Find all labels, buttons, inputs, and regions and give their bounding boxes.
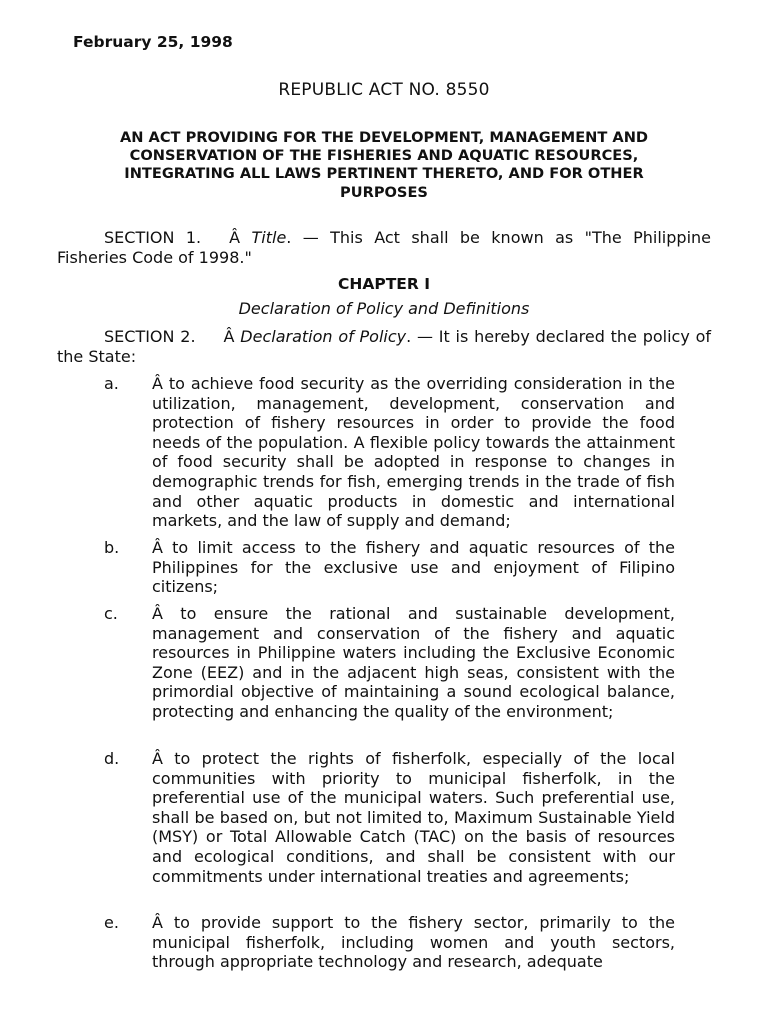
- list-item-text: Â to achieve food security as the overriding consideration in the utilization, management, development, conservation and protection of fishery resources in order to provide the food needs of the population. A flexible policy towards the attainment of food security shall be adopted in response to changes in demographic trends for fish, emerging trends in the trade of fish and other aquatic products in domestic and international markets, and the law of supply and demand;: [152, 374, 675, 531]
- list-item: [104, 913, 675, 972]
- chapter-heading: CHAPTER I: [338, 275, 430, 293]
- list-item: [104, 538, 675, 597]
- list-item-text: Â to protect the rights of fisherfolk, especially of the local communities with priority to municipal fisherfolk, in the preferential use of the municipal waters. Such preferential use, shall be based on, but not limited to, Maximum Sustainable Yield (MSY) or Total Allowable Catch (TAC) on the basis of resources and ecological conditions, and shall be consistent with our commitments under international treaties and agreements;: [152, 749, 675, 886]
- section-1-label: SECTION 1.: [104, 228, 202, 247]
- list-item-letter: c.: [104, 604, 118, 623]
- list-item-text: Â to limit access to the fishery and aquatic resources of the Philippines for the exclusive use and enjoyment of Filipino citizens;: [152, 538, 675, 597]
- section-1-marker: Â: [229, 228, 241, 247]
- section-2: [57, 327, 711, 366]
- section-1-text: . — This Act shall be known as "The Philippine Fisheries Code of 1998.": [57, 228, 711, 267]
- act-title: AN ACT PROVIDING FOR THE DEVELOPMENT, MANAGEMENT AND CONSERVATION OF THE FISHERIES AND AQUATIC RESOURCES, INTEGRATING ALL LAWS PERTINENT THERETO, AND FOR OTHER PURPOSES: [119, 129, 649, 201]
- list-item: [104, 749, 675, 886]
- list-item-text: Â to provide support to the fishery sector, primarily to the municipal fisherfolk, including women and youth sectors, through appropriate technology and research, adequate: [152, 913, 675, 972]
- act-number: REPUBLIC ACT NO. 8550: [278, 80, 490, 100]
- section-2-label: SECTION 2.: [104, 327, 196, 346]
- section-2-heading: Declaration of Policy: [240, 327, 407, 346]
- list-item-text: Â to ensure the rational and sustainable development, management and conservation of the fishery and aquatic resources in Philippine waters including the Exclusive Economic Zone (EEZ) and in the adjacent high seas, consistent with the primordial objective of maintaining a sound ecological balance, protecting and enhancing the quality of the environment;: [152, 604, 675, 721]
- list-item-letter: e.: [104, 913, 119, 932]
- section-2-marker: Â: [223, 327, 235, 346]
- section-1: [57, 228, 711, 267]
- list-item-letter: d.: [104, 749, 120, 768]
- section-2-text: . — It is hereby declared the policy of the State:: [57, 327, 711, 366]
- section-1-heading: Title: [251, 228, 287, 247]
- document-date: February 25, 1998: [73, 33, 233, 51]
- chapter-subtitle: Declaration of Policy and Definitions: [238, 299, 530, 318]
- list-item: [104, 374, 675, 531]
- list-item: [104, 604, 675, 722]
- list-item-letter: a.: [104, 374, 119, 393]
- list-item-letter: b.: [104, 538, 120, 557]
